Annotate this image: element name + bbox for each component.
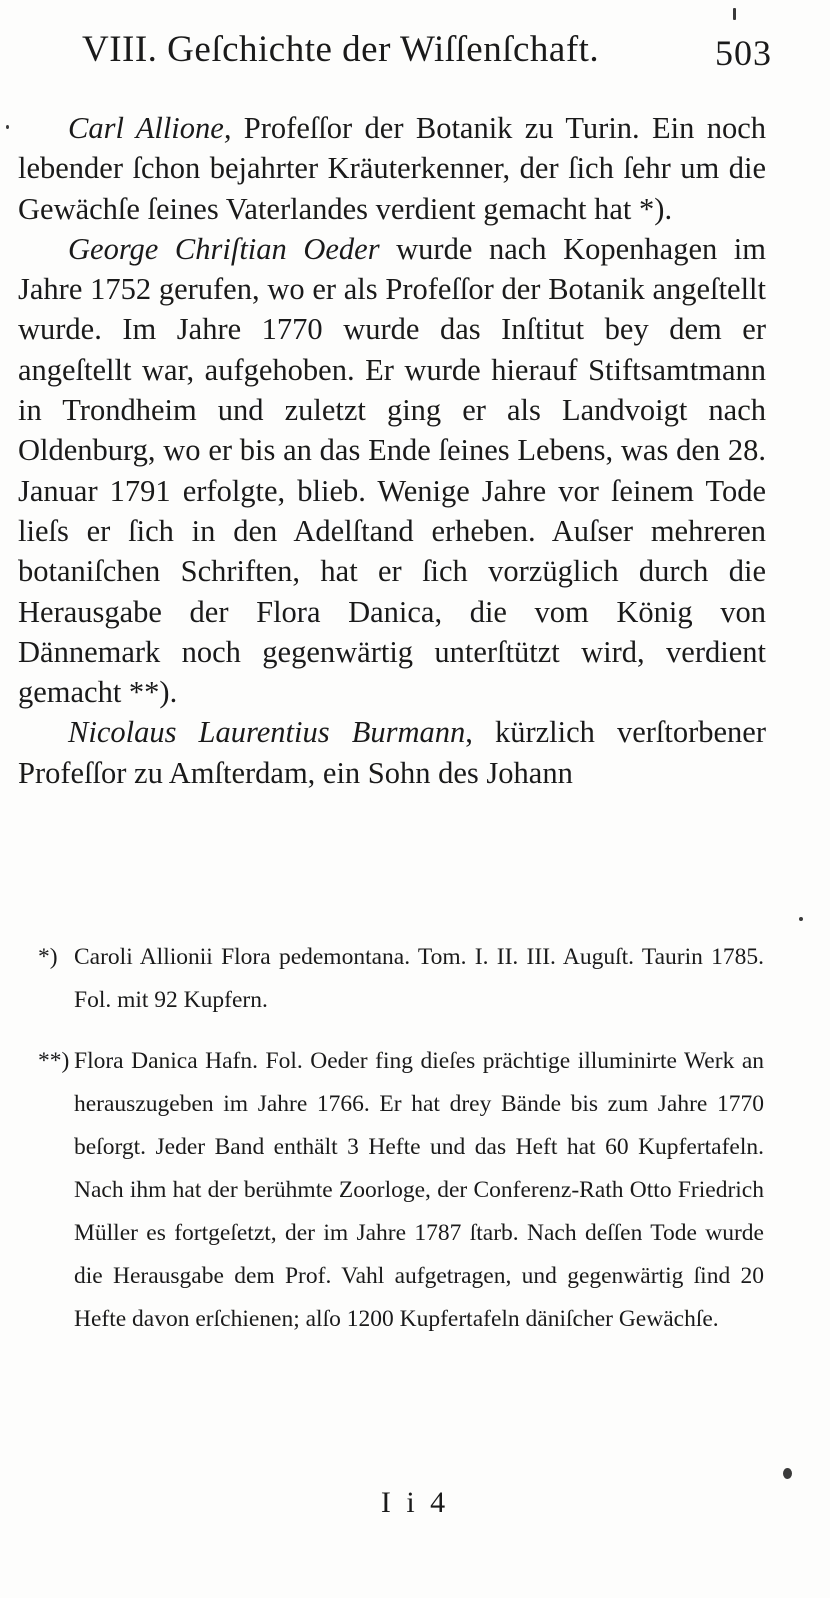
- person-name: George Chriſtian Oeder: [68, 231, 380, 266]
- footnote-text: Flora Danica Hafn. Fol. Oeder fing dieſes prächtige illuminirte Werk an herauszugeben im Jahre 1766. Er hat drey Bände bis zum Jahre 1770 beſorgt. Jeder Band enthält 3 Hefte und das Heft hat 60 Kupfertafeln. Nach ihm hat der berühmte Zoorloge, der Conferenz-Rath Otto Friedrich Müller es fortgeſetzt, der im Jahre 1787 ſtarb. Nach deſſen Tode wurde die Herausgabe dem Prof. Vahl aufgetragen, und gegenwärtig ſind 20 Hefte davon erſchienen; alſo 1200 Kupfertafeln däniſcher Gewächſe.: [74, 1048, 764, 1332]
- paper-speck: [783, 1468, 792, 1479]
- paragraph-burmann: [18, 712, 766, 793]
- paper-speck: [6, 125, 9, 129]
- footnote: [38, 936, 764, 1022]
- paper-speck: [799, 917, 803, 921]
- person-name: Carl Allione,: [68, 111, 232, 145]
- footnote: [38, 1040, 764, 1341]
- paragraph-text: Profeſſor der Botanik zu Turin. Ein noch lebender ſchon bejahrter Kräuterkenner, der ſich ſehr um die Gewächſe ſeines Vaterlandes verdient gemacht hat *).: [18, 111, 766, 226]
- paragraph-text: , kürzlich verſtorbener Profeſſor zu Amſterdam, ein Sohn des Johann: [18, 715, 766, 790]
- paragraph-oeder: [18, 229, 766, 713]
- page-number: 503: [715, 33, 772, 73]
- paragraph-text: wurde nach Kopenhagen im Jahre 1752 gerufen, wo er als Profeſſor der Botanik angeſtellt wurde. Im Jahre 1770 wurde das Inſtitut bey dem er angeſtellt war, aufgehoben. Er wurde hierauf Stiftsamtmann in Trondheim und zuletzt ging er als Landvoigt nach Oldenburg, wo er bis an das Ende ſeines Lebens, was den 28. Januar 1791 erfolgte, blieb. Wenige Jahre vor ſeinem Tode lieſs er ſich in den Adelſtand erheben. Auſser mehreren botaniſchen Schriften, hat er ſich vorzüglich durch die Herausgabe der Flora Danica, die vom König von Dännemark noch gegenwärtig unterſtützt wird, verdient gemacht **).: [18, 231, 767, 710]
- printer-signature: I i 4: [380, 1486, 450, 1519]
- person-name: Nicolaus Laurentius Burmann: [68, 715, 466, 750]
- footnote-marker: **): [38, 1048, 70, 1074]
- paper-speck: [733, 8, 736, 20]
- running-header: [82, 28, 772, 80]
- chapter-title: VIII. Geſchichte der Wiſſenſchaft.: [82, 29, 600, 70]
- footnote-marker: *): [38, 944, 58, 970]
- footnote-text: Caroli Allionii Flora pedemontana. Tom. I. II. III. Auguſt. Taurin 1785. Fol. mit 92 Kupfern.: [74, 944, 764, 1013]
- main-text: [18, 108, 766, 793]
- paragraph-allione: [18, 108, 766, 229]
- footnotes: [38, 936, 764, 1359]
